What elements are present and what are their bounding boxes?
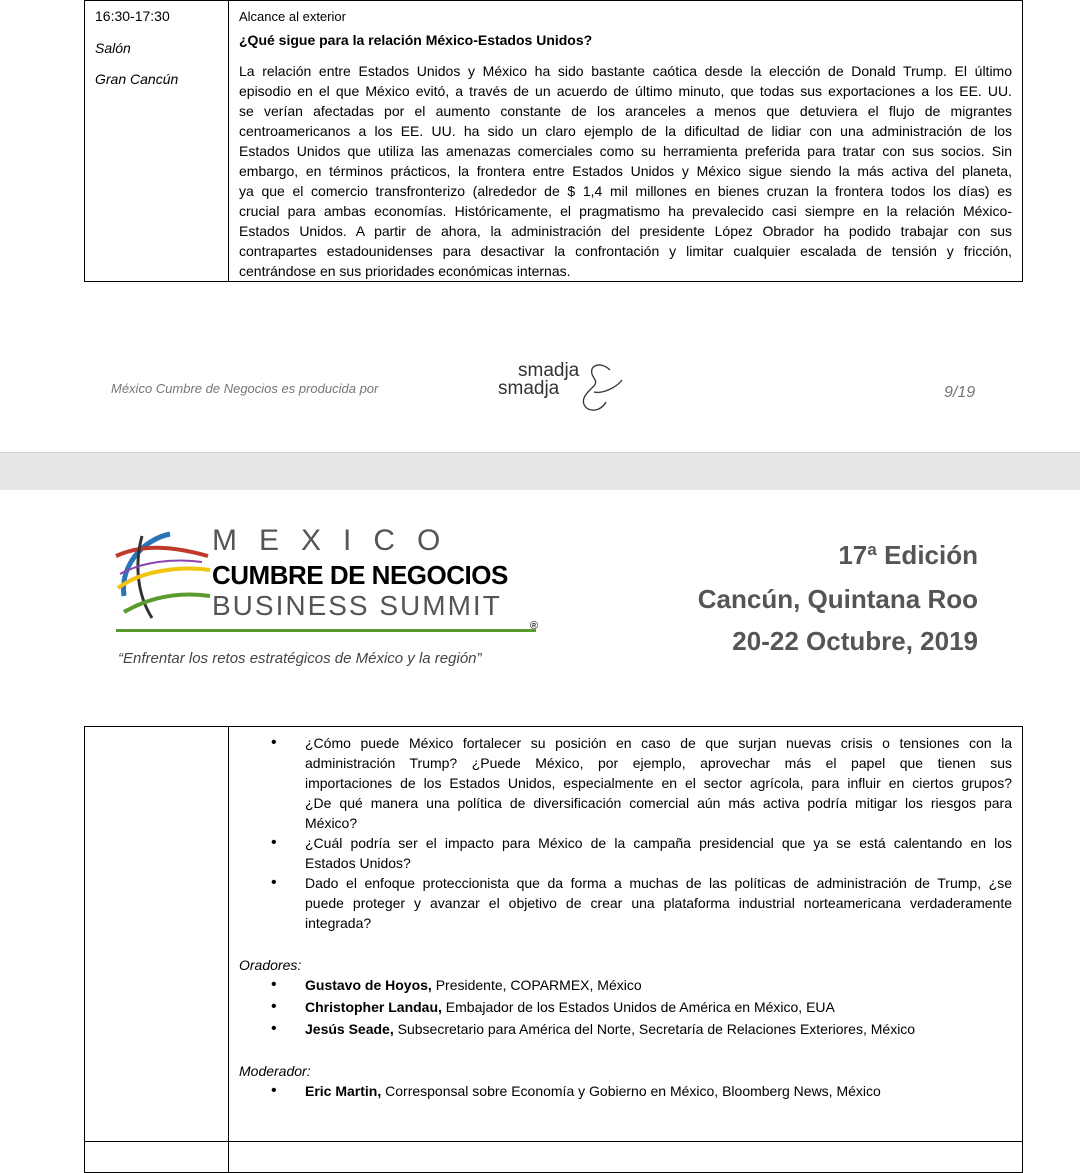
document-page-10: [0, 490, 1080, 1144]
edition: 17ª Edición: [838, 540, 978, 570]
logo-line2: smadja: [498, 378, 560, 399]
smadja-logo: [498, 358, 638, 418]
speaker-name: Jesús Seade,: [305, 1021, 394, 1037]
session-content-continued: [229, 727, 1023, 1142]
brand-line2: CUMBRE DE NEGOCIOS: [212, 560, 508, 590]
speaker-name: Gustavo de Hoyos,: [305, 977, 432, 993]
description-line: episodio en el que México evitó, a través de un acuerdo de último minuto, que todas sus exportaciones a los EE. UU.: [239, 83, 1012, 99]
question-line: • ¿Cómo puede México fortalecer su posición en caso de que surjan nuevas crisis o tensiones con la: [305, 735, 1012, 751]
question-line: importaciones de los Estados Unidos, especialmente en el sector agrícola, para influir en ciertos grupos?: [305, 775, 1012, 791]
schedule-table: [84, 0, 1023, 282]
description-line: centrándose en sus prioridades económicas internas.: [239, 263, 571, 279]
question-line: • ¿Cuál podría ser el impacto para México de la campaña presidencial que ya se está calentando en los: [305, 835, 1012, 851]
venue-line2: Gran Cancún: [95, 71, 179, 87]
question-item: [229, 873, 1012, 933]
description-line: La relación entre Estados Unidos y México ha sido bastante caótica desde la elección de Donald Trump. El último: [239, 63, 1012, 79]
question-line: Estados Unidos?: [305, 855, 411, 871]
page-number: 9/19: [944, 384, 976, 401]
question-line: administración Trump? ¿Puede México, por ejemplo, aprovechar más el papel que tienen sus: [305, 755, 1012, 771]
description-line: crucial para ambas economías. Históricamente, el pragmatismo ha prevalecido casi siempre en la relación México-: [239, 203, 1012, 219]
description-line: ya que el comercio transfronterizo (alrededor de $ 1,4 mil millones en bienes cruzan la frontera todos los días) es: [239, 183, 1012, 199]
summit-logo: [112, 524, 552, 634]
session-content-cell: [229, 1, 1023, 282]
page-separator: [0, 452, 1080, 491]
location: Cancún, Quintana Roo: [697, 584, 978, 614]
document-page-9: [0, 0, 1080, 452]
speaker-role: Embajador de los Estados Unidos de América en México, EUA: [441, 999, 835, 1015]
next-row-cell-2: [229, 1142, 1023, 1173]
speaker-item: [229, 997, 1012, 1017]
next-row-cell-1: [85, 1142, 229, 1173]
brand-line1: MEXICO: [212, 524, 463, 557]
description-line: embargo, en términos prácticos, la frontera entre Estados Unidos y México sigue siendo la más activa del planeta,: [239, 163, 1012, 179]
summit-swirl-icon: [112, 526, 212, 626]
empty-time-cell: [85, 727, 229, 1142]
question-line: ¿De qué manera una política de diversificación comercial aún más activa podría mitigar los riesgos para: [305, 795, 1012, 811]
logo-underline: [116, 629, 536, 632]
description-line: Estados Unidos que utiliza las amenazas comerciales como su herramienta preferida para tratar con sus socios. Sin: [239, 143, 1012, 159]
speaker-name: Christopher Landau,: [305, 999, 442, 1015]
speaker-role: Presidente, COPARMEX, México: [431, 977, 642, 993]
session-time: 16:30-17:30: [95, 8, 170, 24]
speaker-role: Subsecretario para América del Norte, Secretaría de Relaciones Exteriores, México: [393, 1021, 916, 1037]
moderator-role: Corresponsal sobre Economía y Gobierno en México, Bloomberg News, México: [381, 1083, 881, 1099]
event-dates: 20-22 Octubre, 2019: [732, 626, 978, 656]
description-line: Estados Unidos. A partir de ahora, la administración del presidente López Obrador ha podido trabajar con sus: [239, 223, 1012, 239]
discussion-questions: [229, 733, 1022, 933]
question-line: integrada?: [305, 915, 372, 931]
session-description: [229, 61, 1022, 281]
question-line: México?: [305, 815, 358, 831]
moderator-name: Eric Martin,: [305, 1083, 382, 1099]
ampersand-logo-icon: [498, 358, 638, 418]
session-category: Alcance al exterior: [239, 9, 346, 24]
description-line: contrapartes estadounidenses para desactivar la confrontación y limitar cualquier escalada de tensión y fricción,: [239, 243, 1012, 259]
speakers-list: [229, 975, 1022, 1039]
question-item: [229, 833, 1012, 873]
time-cell: [85, 1, 229, 282]
brand-line3: BUSINESS SUMMIT: [212, 590, 502, 621]
schedule-table-continued: [84, 726, 1023, 1173]
description-line: se verían afectadas por el aumento constante de los aranceles a menos que detuviera el flujo de migrantes: [239, 103, 1012, 119]
question-line: • Dado el enfoque proteccionista que da forma a muchas de las políticas de administración de Trump, ¿se: [305, 875, 1012, 891]
speaker-item: [229, 975, 1012, 995]
speakers-label: Oradores:: [239, 957, 302, 973]
tagline: “Enfrentar los retos estratégicos de México y la región”: [118, 650, 482, 667]
venue-line1: Salón: [95, 40, 131, 56]
session-title: ¿Qué sigue para la relación México-Estados Unidos?: [239, 32, 593, 48]
moderator-label: Moderador:: [239, 1063, 311, 1079]
speaker-item: [229, 1019, 1012, 1039]
question-item: [229, 733, 1012, 833]
registered-mark: ®: [530, 620, 539, 632]
description-line: centroamericanos a los EE. UU. ha sido un claro ejemplo de la dificultad de lidiar con una administración de los: [239, 123, 1012, 139]
producer-text: México Cumbre de Negocios es producida por: [111, 381, 379, 396]
moderator-list: [229, 1081, 1022, 1101]
logo-line1: smadja: [518, 360, 580, 381]
question-line: puede proteger y avanzar el objetivo de crear una plataforma industrial norteamericana verdaderamente: [305, 895, 1012, 911]
moderator-item: [229, 1081, 1012, 1101]
